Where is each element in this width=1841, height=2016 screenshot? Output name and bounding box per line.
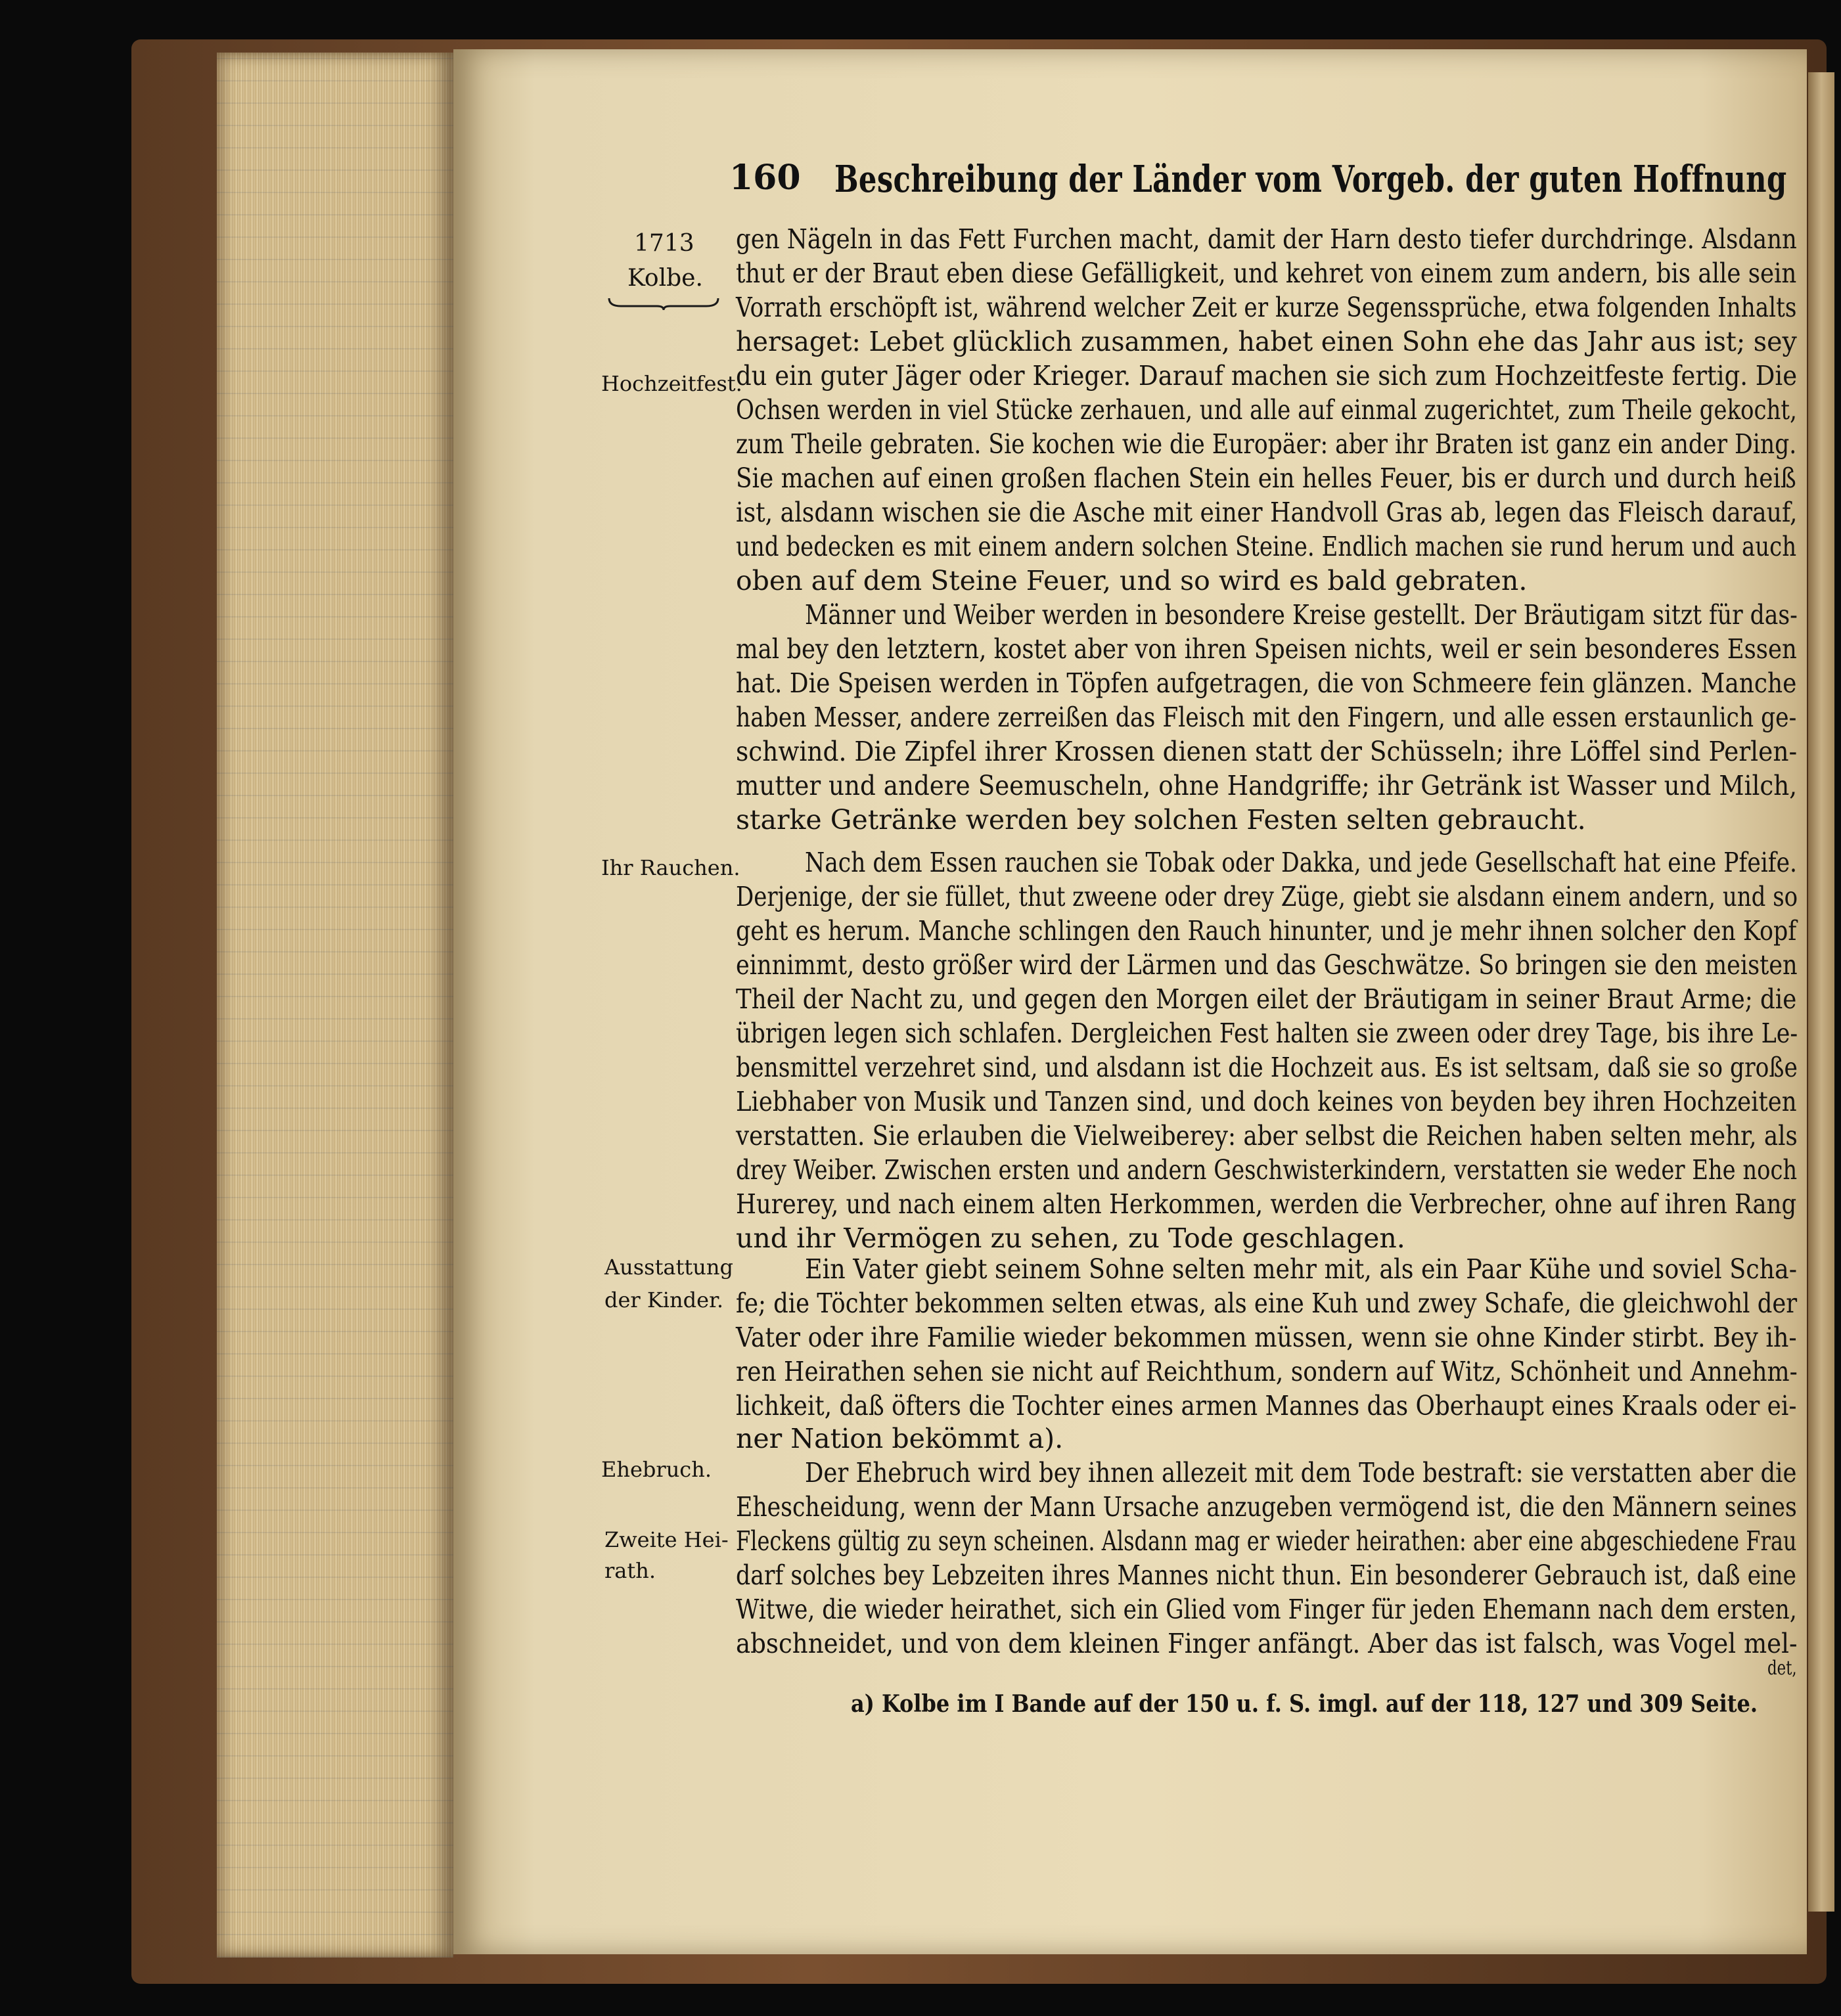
text-line: abschneidet, und von dem kleinen Finger anfängt. Aber das ist falsch, was Vogel mel- [736,1628,1798,1659]
text-line: starke Getränke werden bey solchen Festen selten gebraucht. [736,804,1586,836]
text-line: Nach dem Essen rauchen sie Tobak oder Dakka, und jede Gesellschaft hat eine Pfeife. [805,847,1797,878]
text-line-catchword: det, [1767,1657,1797,1680]
text-line: Theil der Nacht zu, und gegen den Morgen eilet der Bräutigam in seiner Braut Arme; die [736,983,1797,1015]
margin-author: Kolbe. [627,265,703,292]
margin-brace [608,297,719,311]
margin-zweite-heirath-2: rath. [604,1558,656,1583]
text-line: einnimmt, desto größer wird der Lärmen und das Geschwätze. So bringen sie den meisten [736,949,1798,981]
text-line: Der Ehebruch wird bey ihnen allezeit mit dem Tode bestraft: sie verstatten aber die [805,1457,1797,1489]
text-line: lichkeit, daß öfters die Tochter eines armen Mannes das Oberhaupt eines Kraals oder ei- [736,1390,1797,1422]
margin-year: 1713 [634,230,694,257]
page-number: 160 [729,158,801,198]
text-line: Witwe, die wieder heirathet, sich ein Glied vom Finger für jeden Ehemann nach dem ersten, [736,1594,1797,1625]
text-line: Vater oder ihre Familie wieder bekommen müssen, wenn sie ohne Kinder stirbt. Bey ih- [736,1322,1797,1353]
margin-ausstattung-1: Ausstattung [604,1255,733,1280]
text-line: du ein guter Jäger oder Krieger. Darauf machen sie sich zum Hochzeitfeste fertig. Die [736,360,1798,392]
footnote: a) Kolbe im I Bande auf der 150 u. f. S. imgl. auf der 118, 127 und 309 Seite. [851,1690,1758,1718]
text-line: und bedecken es mit einem andern solchen Steine. Endlich machen sie rund herum und auch [736,531,1797,562]
text-line: bensmittel verzehret sind, und alsdann ist die Hochzeit aus. Es ist seltsam, daß sie so große [736,1052,1798,1083]
text-line: drey Weiber. Zwischen ersten und andern Geschwisterkindern, verstatten sie weder Ehe noch [736,1154,1798,1186]
text-line: thut er der Braut eben diese Gefälligkeit, und kehret von einem zum andern, bis alle sein [736,258,1797,289]
margin-ausstattung-2: der Kinder. [604,1288,724,1312]
text-line: hat. Die Speisen werden in Töpfen aufgetragen, die von Schmeere fein glänzen. Manche [736,667,1797,699]
text-line: Liebhaber von Musik und Tanzen sind, und doch keines von beyden bey ihren Hochzeiten [736,1086,1797,1117]
text-line: mal bey den letztern, kostet aber von ihren Speisen nichts, weil er sein besonderes Essen [736,633,1797,665]
text-line: Derjenige, der sie füllet, thut zweene oder drey Züge, giebt sie alsdann einem andern, und so [736,881,1798,912]
text-line: Fleckens gültig zu seyn scheinen. Alsdann mag er wieder heirathen: aber eine abgeschiedene Frau [736,1525,1797,1557]
margin-ehebruch: Ehebruch. [601,1457,712,1482]
text-line: Ehescheidung, wenn der Mann Ursache anzugeben vermögend ist, die den Männern seines [736,1491,1797,1523]
text-line: und ihr Vermögen zu sehen, zu Tode geschlagen. [736,1222,1405,1254]
text-line: ner Nation bekömmt a). [736,1423,1064,1454]
text-line: Ein Vater giebt seinem Sohne selten mehr mit, als ein Paar Kühe und soviel Scha- [805,1253,1798,1285]
text-line: hersaget: Lebet glücklich zusammen, habet einen Sohn ehe das Jahr aus ist; sey [736,326,1797,357]
text-line: verstatten. Sie erlauben die Vielweiberey: aber selbst die Reichen haben selten mehr, als [736,1120,1798,1152]
running-title: Beschreibung der Länder vom Vorgeb. der guten Hoffnung [834,158,1787,201]
text-line: geht es herum. Manche schlingen den Rauch hinunter, und je mehr ihnen solcher den Kopf [736,915,1797,947]
margin-zweite-heirath-1: Zweite Hei- [604,1527,729,1552]
text-line: zum Theile gebraten. Sie kochen wie die Europäer: aber ihr Braten ist ganz ein ander Ding. [736,428,1797,460]
text-line: ist, alsdann wischen sie die Asche mit einer Handvoll Gras ab, legen das Fleisch darauf, [736,497,1798,528]
margin-rauchen: Ihr Rauchen. [601,855,740,880]
page-edges [217,53,453,1958]
text-line: darf solches bey Lebzeiten ihres Mannes nicht thun. Ein besonderer Gebrauch ist, daß eine [736,1559,1797,1591]
page-header [729,158,1787,210]
text-line: fe; die Töchter bekommen selten etwas, als eine Kuh und zwey Schafe, die gleichwohl der [736,1288,1798,1319]
margin-hochzeitfest: Hochzeitfest. [601,371,742,396]
text-line: haben Messer, andere zerreißen das Fleisch mit den Fingern, und alle essen erstaunlich ge- [736,702,1797,733]
text-line: Männer und Weiber werden in besondere Kreise gestellt. Der Bräutigam sitzt für das- [805,599,1798,631]
text-line: oben auf dem Steine Feuer, und so wird es bald gebraten. [736,565,1528,596]
text-line: Sie machen auf einen großen flachen Stein ein helles Feuer, bis er durch und durch heiß [736,462,1796,494]
text-line: mutter und andere Seemuscheln, ohne Handgriffe; ihr Getränk ist Wasser und Milch, [736,770,1798,801]
text-line: ren Heirathen sehen sie nicht auf Reichthum, sondern auf Witz, Schönheit und Annehm- [736,1356,1798,1387]
text-line: Ochsen werden in viel Stücke zerhauen, und alle auf einmal zugerichtet, zum Theile gekocht, [736,394,1797,426]
text-line: schwind. Die Zipfel ihrer Krossen dienen statt der Schüsseln; ihre Löffel sind Perlen- [736,736,1798,767]
text-line: Hurerey, und nach einem alten Herkommen, werden die Verbrecher, ohne auf ihren Rang [736,1188,1797,1220]
text-line: Vorrath erschöpft ist, während welcher Zeit er kurze Segenssprüche, etwa folgenden Inhalts [736,292,1797,323]
text-line: gen Nägeln in das Fett Furchen macht, damit der Harn desto tiefer durchdringe. Alsdann [736,223,1797,255]
text-line: übrigen legen sich schlafen. Dergleichen Fest halten sie zween oder drey Tage, bis ihre Le- [736,1018,1798,1049]
facing-page-edge [1808,72,1834,1912]
